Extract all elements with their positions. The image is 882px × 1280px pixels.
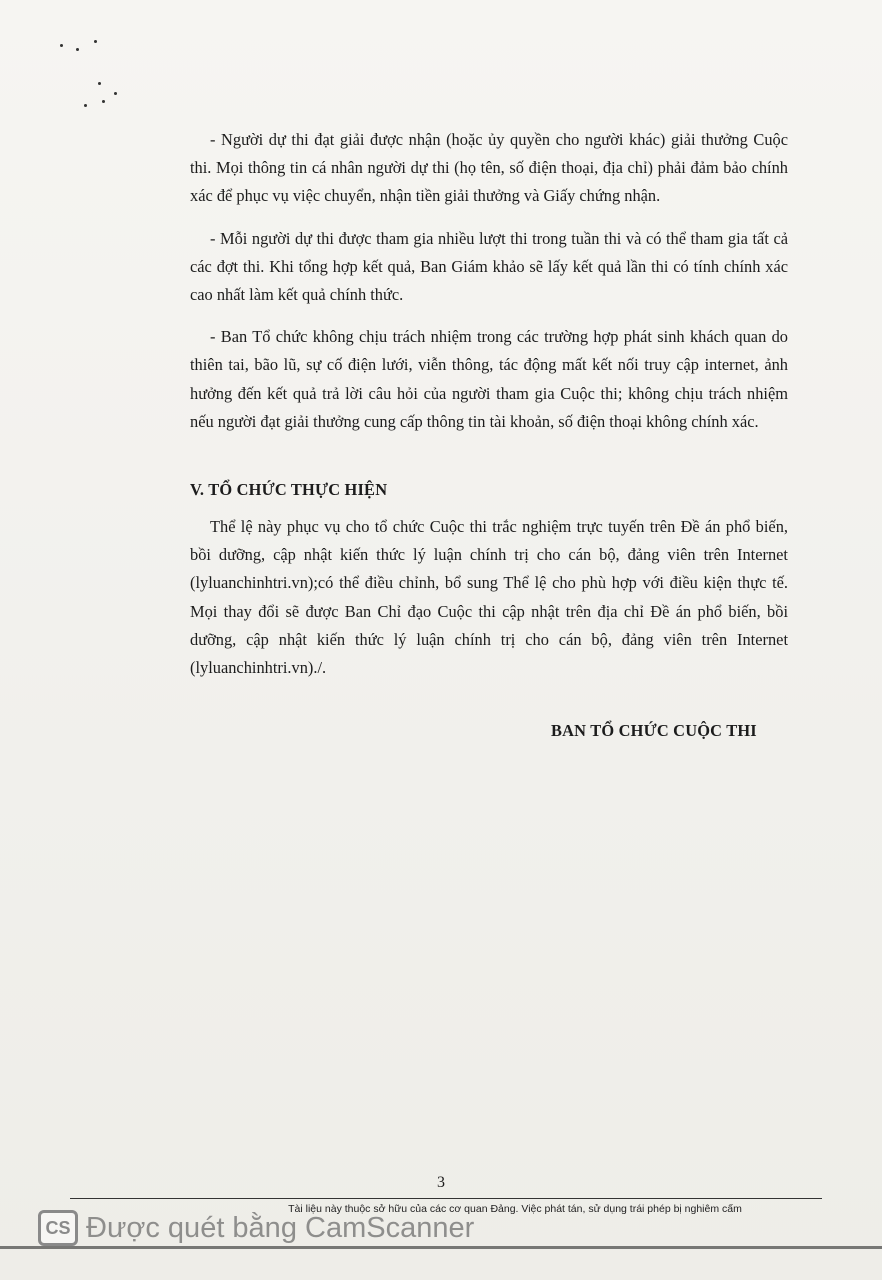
watermark-text: Được quét bằng CamScanner [86, 1211, 475, 1244]
section-paragraph: Thể lệ này phục vụ cho tổ chức Cuộc thi trắc nghiệm trực tuyến trên Đề án phổ biến, bồi dưỡng, cập nhật kiến thức lý luận chính trị cho cán bộ, đảng viên trên Internet (lyluanchinhtri.vn);có thể điều chỉnh, bổ sung Thể lệ cho phù hợp với điều kiện thực tế. Mọi thay đổi sẽ được Ban Chỉ đạo Cuộc thi cập nhật trên địa chỉ Đề án phổ biến, bồi dưỡng, cập nhật kiến thức lý luận chính trị cho cán bộ, đảng viên trên Internet (lyluanchinhtri.vn)./. [190, 517, 788, 678]
scan-bottom-edge [0, 1246, 882, 1249]
camscanner-logo-icon: CS [38, 1210, 78, 1246]
signature-organizing-committee: BAN TỔ CHỨC CUỘC THI [551, 721, 757, 740]
section-body [190, 513, 788, 682]
paragraph-disclaimer: - Ban Tổ chức không chịu trách nhiệm trong các trường hợp phát sinh khách quan do thiên tai, bão lũ, sự cố điện lưới, viễn thông, tác động mất kết nối truy cập internet, ảnh hưởng đến kết quả trả lời câu hỏi của người tham gia Cuộc thi; không chịu trách nhiệm nếu người đạt giải thưởng cung cấp thông tin tài khoản, số điện thoại không chính xác. [190, 327, 788, 431]
paragraph-multiple-attempts: - Mỗi người dự thi được tham gia nhiều lượt thi trong tuần thi và có thể tham gia tất cả các đợt thi. Khi tổng hợp kết quả, Ban Giám khảo sẽ lấy kết quả lần thi có tính chính xác cao nhất làm kết quả chính thức. [190, 228, 788, 305]
paragraph-award-receipt: - Người dự thi đạt giải được nhận (hoặc ủy quyền cho người khác) giải thưởng Cuộc thi. Mọi thông tin cá nhân người dự thi (họ tên, số điện thoại, địa chỉ) phải đảm bảo chính xác để phục vụ việc chuyển, nhận tiền giải thưởng và Giấy chứng nhận. [190, 130, 788, 206]
body-paragraphs [190, 126, 788, 450]
footer-divider [70, 1198, 822, 1199]
page-number: 3 [437, 1174, 445, 1191]
footer-note: Tài liệu này thuộc sở hữu của các cơ quan Đảng. Việc phát tán, sử dụng trái phép bị nghiêm cấm [288, 1203, 742, 1215]
section-heading: V. TỔ CHỨC THỰC HIỆN [190, 480, 388, 499]
camscanner-watermark [38, 1208, 474, 1248]
